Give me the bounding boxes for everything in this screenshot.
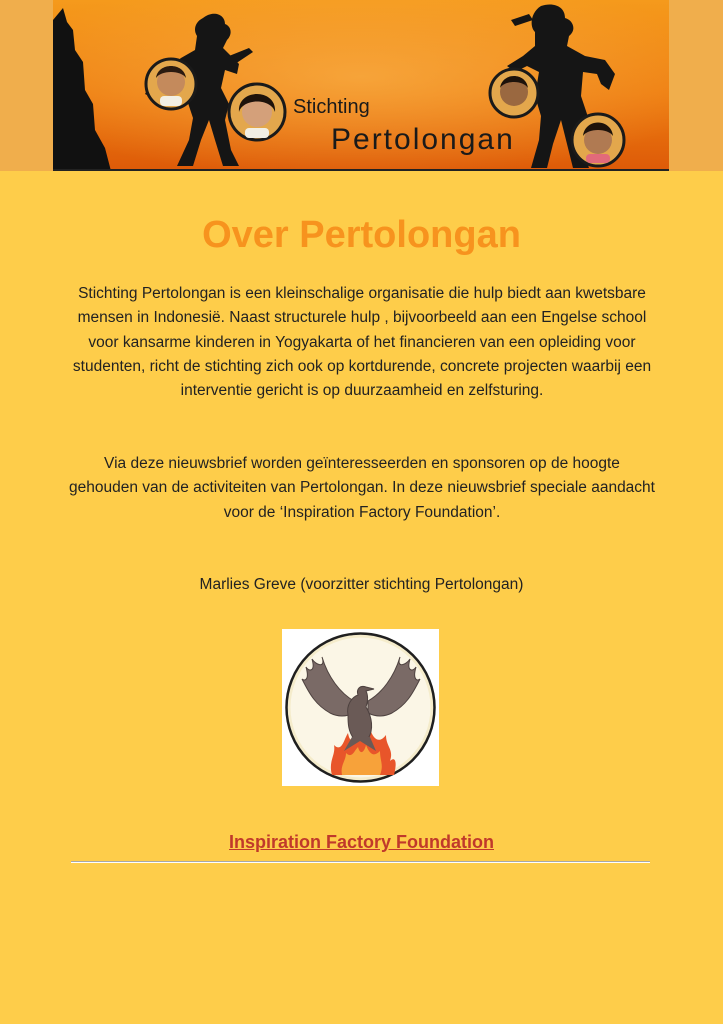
page-title: Over Pertolongan	[202, 214, 521, 256]
logo-line1: Stichting	[293, 96, 370, 118]
child-portrait-2	[229, 84, 285, 140]
foundation-link-label[interactable]: Inspiration Factory Foundation	[229, 832, 494, 852]
banner-artwork	[53, 0, 669, 171]
child-portrait-1	[146, 59, 196, 109]
newsletter-paragraph: Via deze nieuwsbrief worden geïnteresseerden en sponsoren op de hoogte gehouden van de activiteiten van Pertolongan. In deze nieuwsbrief speciale aandacht voor de ‘Inspiration Factory Foundation’.	[69, 455, 655, 521]
signature: Marlies Greve (voorzitter stichting Pertolongan)	[199, 576, 524, 593]
foundation-logo	[282, 629, 439, 786]
phoenix-icon	[282, 629, 439, 786]
logo-line2: Pertolongan	[331, 123, 515, 156]
header-banner	[53, 0, 669, 171]
foundation-link[interactable]	[0, 832, 723, 853]
child-portrait-3	[490, 69, 538, 117]
child-portrait-4	[572, 114, 624, 166]
divider	[71, 861, 650, 863]
intro-paragraph: Stichting Pertolongan is een kleinschalige organisatie die hulp biedt aan kwetsbare mensen in Indonesië. Naast structurele hulp , bijvoorbeeld aan een Engelse school voor kansarme kinderen in Yogyakarta of het financieren van een opleiding voor studenten, richt de stichting zich ook op kortdurende, concrete projecten waarbij een interventie gericht is op duurzaamheid en zelfsturing.	[72, 285, 652, 400]
